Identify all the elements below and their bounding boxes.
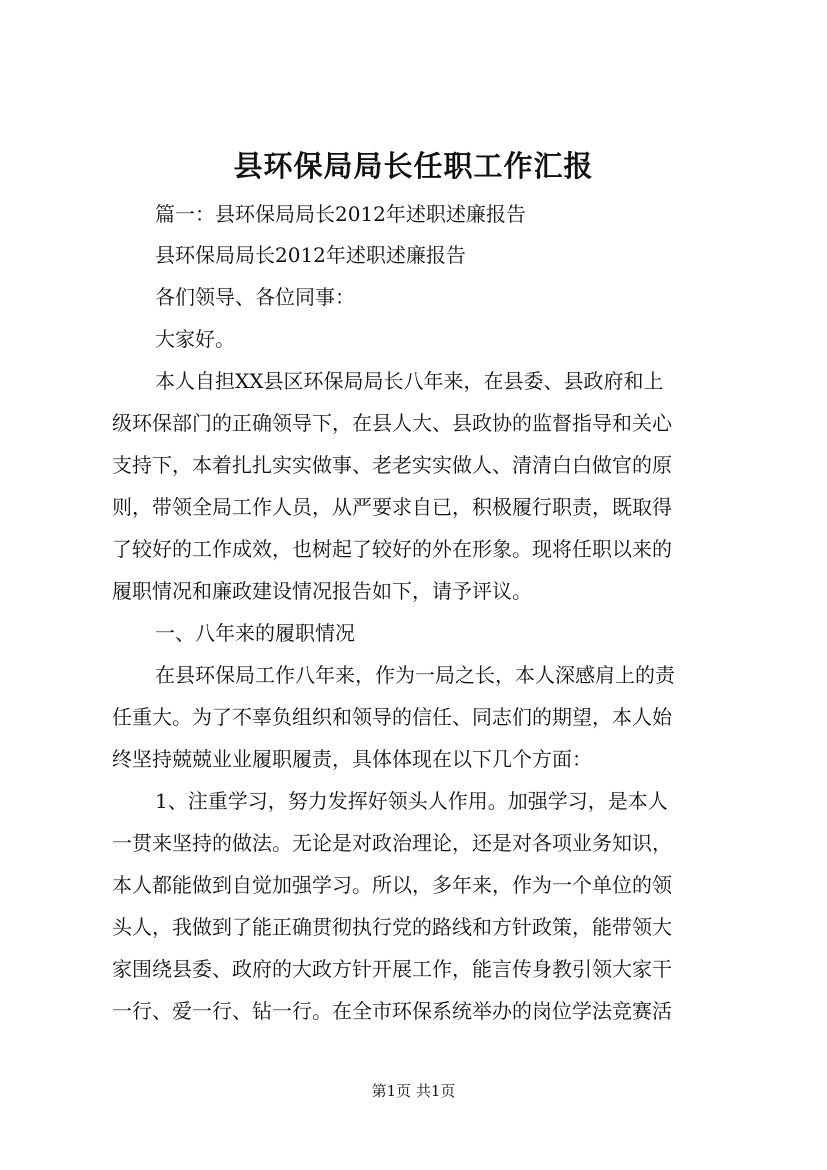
paragraph-line: 履职情况和廉政建设情况报告如下，请予评议。 bbox=[112, 579, 532, 603]
paragraph-line: 本人都能做到自觉加强学习。所以，多年来，作为一个单位的领 bbox=[112, 873, 672, 897]
paragraph-line: 支持下，本着扎扎实实做事、老老实实做人、清清白白做官的原 bbox=[112, 453, 672, 477]
section-subheading: 一、八年来的履职情况 bbox=[155, 621, 355, 645]
report-title-line: 县环保局局长2012年述职述廉报告 bbox=[155, 243, 466, 267]
section-heading: 篇一：县环保局局长2012年述职述廉报告 bbox=[155, 202, 526, 226]
greeting-line: 大家好。 bbox=[155, 327, 235, 351]
paragraph-line: 级环保部门的正确领导下，在县人大、县政协的监督指导和关心 bbox=[112, 411, 672, 435]
paragraph-line: 一行、爱一行、钻一行。在全市环保系统举办的岗位学法竞赛活 bbox=[112, 999, 672, 1023]
paragraph-line: 头人，我做到了能正确贯彻执行党的路线和方针政策，能带领大 bbox=[112, 915, 672, 939]
salutation-line: 各们领导、各位同事： bbox=[155, 285, 355, 309]
document-title: 县环保局局长任职工作汇报 bbox=[233, 149, 594, 183]
paragraph-line: 了较好的工作成效，也树起了较好的外在形象。现将任职以来的 bbox=[112, 537, 672, 561]
paragraph-line: 任重大。为了不辜负组织和领导的信任、同志们的期望，本人始 bbox=[112, 705, 672, 729]
paragraph-line: 在县环保局工作八年来，作为一局之长，本人深感肩上的责 bbox=[155, 663, 675, 687]
paragraph-line: 终坚持兢兢业业履职履责，具体体现在以下几个方面： bbox=[112, 747, 592, 771]
paragraph-line: 则，带领全局工作人员，从严要求自已，积极履行职责，既取得 bbox=[112, 495, 672, 519]
page-footer: 第1页 共1页 bbox=[371, 1082, 456, 1100]
paragraph-line: 本人自担XX县区环保局局长八年来，在县委、县政府和上 bbox=[155, 369, 664, 393]
paragraph-line: 1、注重学习，努力发挥好领头人作用。加强学习，是本人 bbox=[155, 789, 668, 813]
paragraph-line: 一贯来坚持的做法。无论是对政治理论，还是对各项业务知识， bbox=[112, 831, 672, 855]
paragraph-line: 家围绕县委、政府的大政方针开展工作，能言传身教引领大家干 bbox=[112, 957, 672, 981]
